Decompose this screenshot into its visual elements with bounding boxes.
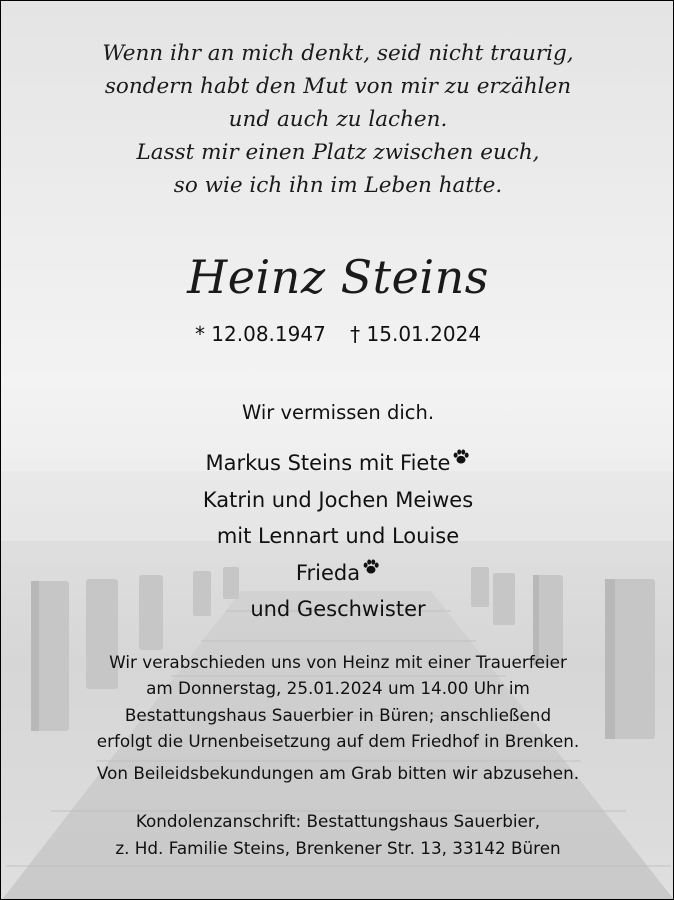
birth-date: * 12.08.1947 bbox=[194, 322, 326, 346]
poem-line: sondern habt den Mut von mir zu erzählen bbox=[104, 74, 572, 99]
mourner-line: Frieda bbox=[1, 555, 674, 592]
address-line: z. Hd. Familie Steins, Brenkener Str. 13, 33142 Büren bbox=[115, 837, 561, 858]
service-line: Bestattungshaus Sauerbier in Büren; anschließend bbox=[124, 704, 552, 725]
poem-line: so wie ich ihn im Leben hatte. bbox=[173, 173, 503, 198]
service-line: Wir verabschieden uns von Heinz mit einer Trauerfeier bbox=[109, 652, 567, 672]
poem bbox=[1, 37, 674, 202]
farewell-message: Wir vermissen dich. bbox=[241, 401, 435, 424]
paw-icon bbox=[452, 448, 470, 466]
mourners-list bbox=[1, 445, 674, 628]
poem-line: Lasst mir einen Platz zwischen euch, bbox=[136, 140, 540, 165]
deceased-name: Heinz Steins bbox=[187, 250, 489, 304]
death-date: † 15.01.2024 bbox=[350, 322, 482, 346]
mourner-line: Markus Steins mit Fiete bbox=[1, 445, 674, 482]
mourner-line: Katrin und Jochen Meiwes bbox=[202, 487, 474, 512]
service-line: erfolgt die Urnenbeisetzung auf dem Friedhof in Brenken. bbox=[96, 730, 580, 751]
poem-line: und auch zu lachen. bbox=[228, 107, 448, 132]
address-line: Kondolenzanschrift: Bestattungshaus Sauerbier, bbox=[135, 811, 541, 832]
condolence-note: Von Beileidsbekundungen am Grab bitten wir abzusehen. bbox=[96, 763, 580, 784]
poem-line: Wenn ihr an mich denkt, seid nicht traurig, bbox=[102, 41, 574, 66]
mourner-line: und Geschwister bbox=[250, 597, 426, 621]
service-details bbox=[1, 649, 674, 861]
mourner-line: mit Lennart und Louise bbox=[216, 524, 460, 548]
service-line: am Donnerstag, 25.01.2024 um 14.00 Uhr im bbox=[146, 678, 530, 699]
life-dates bbox=[1, 319, 674, 349]
paw-icon bbox=[362, 558, 380, 576]
